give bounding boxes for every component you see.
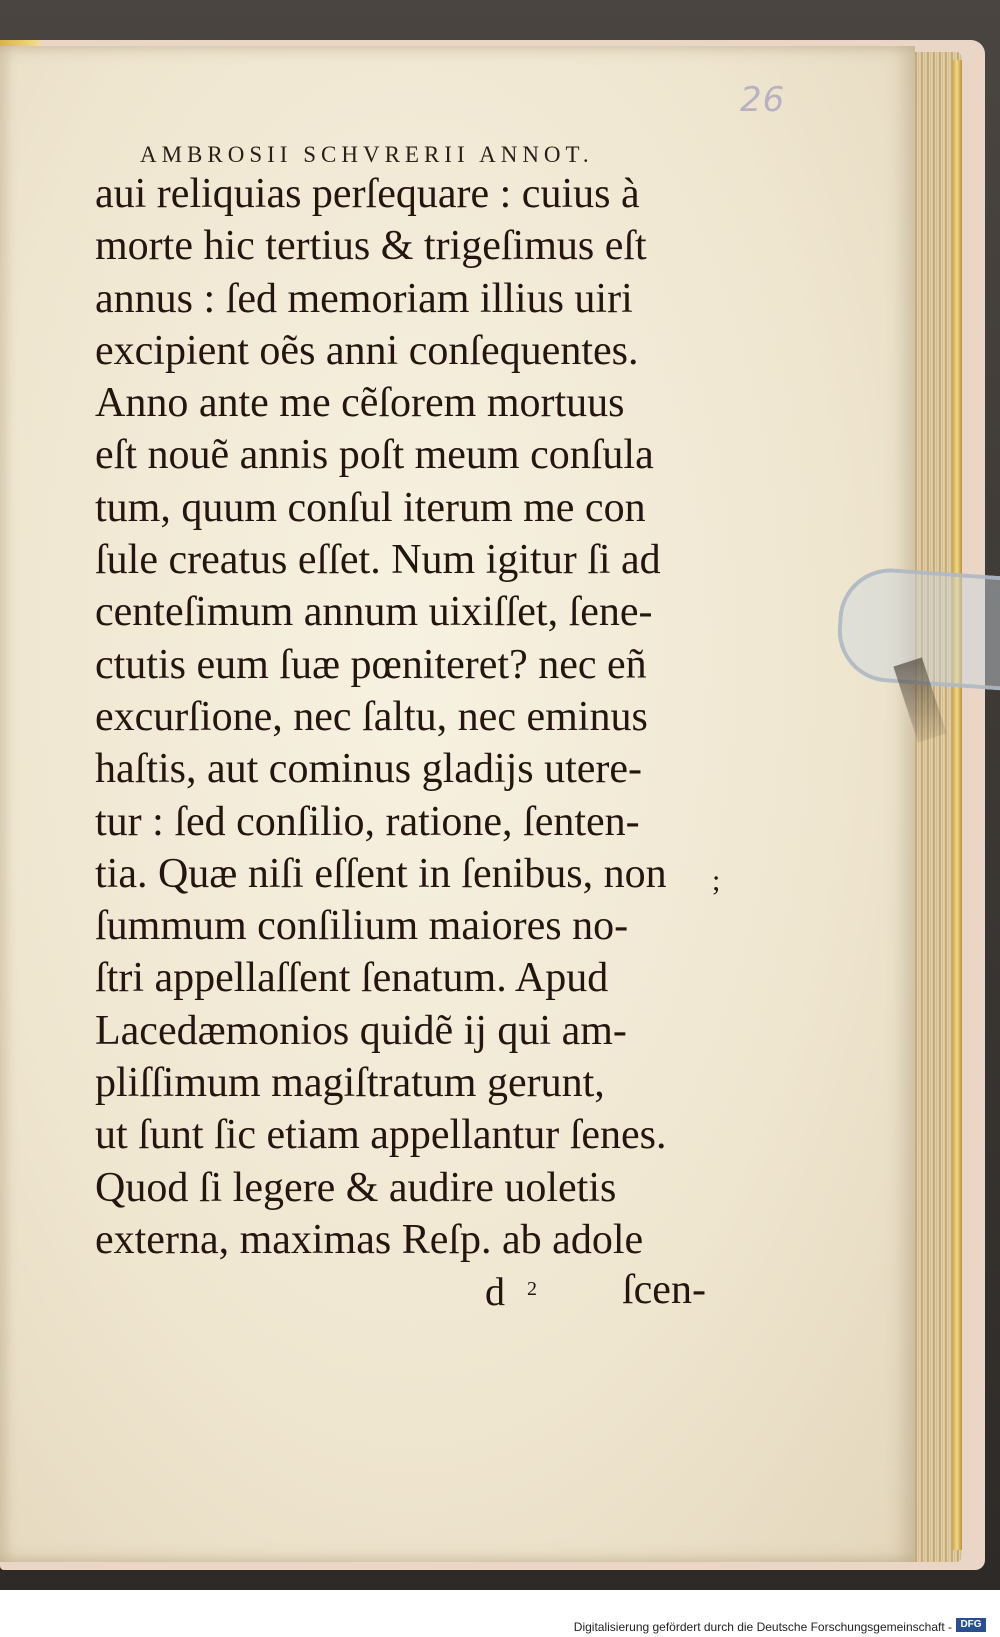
text-line: ſtri appellaſſent ſenatum. Apud [95, 955, 609, 1002]
body-text [95, 168, 735, 1266]
text-line: Quod ſi legere & audire uoletis [95, 1164, 617, 1211]
text-line: eſt nouẽ annis poſt meum conſula [95, 432, 654, 479]
text-line: ut ſunt ſic etiam appellantur ſenes. [95, 1112, 667, 1159]
running-head: AMBROSII SCHVRERII ANNOT. [140, 142, 594, 167]
signature-number: 2 [527, 1278, 537, 1300]
dfg-logo-icon: DFG [956, 1618, 986, 1632]
text-line: ctutis eum ſuæ pœniteret? nec eñ [95, 641, 647, 688]
catchword: ſcen- [622, 1267, 706, 1313]
folio-number: 26 [740, 80, 786, 120]
funding-credit: Digitalisierung gefördert durch die Deutsche Forschungsgemeinschaft - [573, 1620, 952, 1634]
text-line: morte hic tertius & trigeſimus eſt [95, 223, 647, 270]
text-line: ſummum conſilium maiores no- [95, 903, 629, 950]
text-line: tur : ſed conſilio, ratione, ſenten- [95, 798, 640, 845]
text-line: tia. Quæ niſi eſſent in ſenibus, non [95, 850, 667, 897]
margin-mark: ; [712, 864, 721, 897]
gilt-edge [952, 60, 962, 1550]
text-line: Anno ante me cẽſorem mortuus [95, 380, 625, 427]
text-line: annus : ſed memoriam illius uiri [95, 275, 633, 322]
text-line: haſtis, aut cominus gladijs utere- [95, 746, 643, 793]
text-line: centeſimum annum uixiſſet, ſene- [95, 589, 653, 636]
text-line: Lacedæmonios quidẽ ij qui am- [95, 1007, 627, 1054]
signature-letter: d [485, 1269, 505, 1314]
text-line: aui reliquias perſequare : cuius à [95, 171, 640, 217]
text-line: pliſſimum magiſtratum gerunt, [95, 1060, 605, 1107]
text-line: ſule creatus eſſet. Num igitur ſi ad [95, 537, 661, 584]
signature-mark [485, 1268, 537, 1315]
text-line: excipient oẽs anni conſequentes. [95, 327, 639, 374]
text-line: excurſione, nec ſaltu, nec eminus [95, 693, 648, 740]
text-line: externa, maximas Reſp. ab adole [95, 1216, 644, 1263]
text-line: tum, quum conſul iterum me con [95, 484, 646, 531]
